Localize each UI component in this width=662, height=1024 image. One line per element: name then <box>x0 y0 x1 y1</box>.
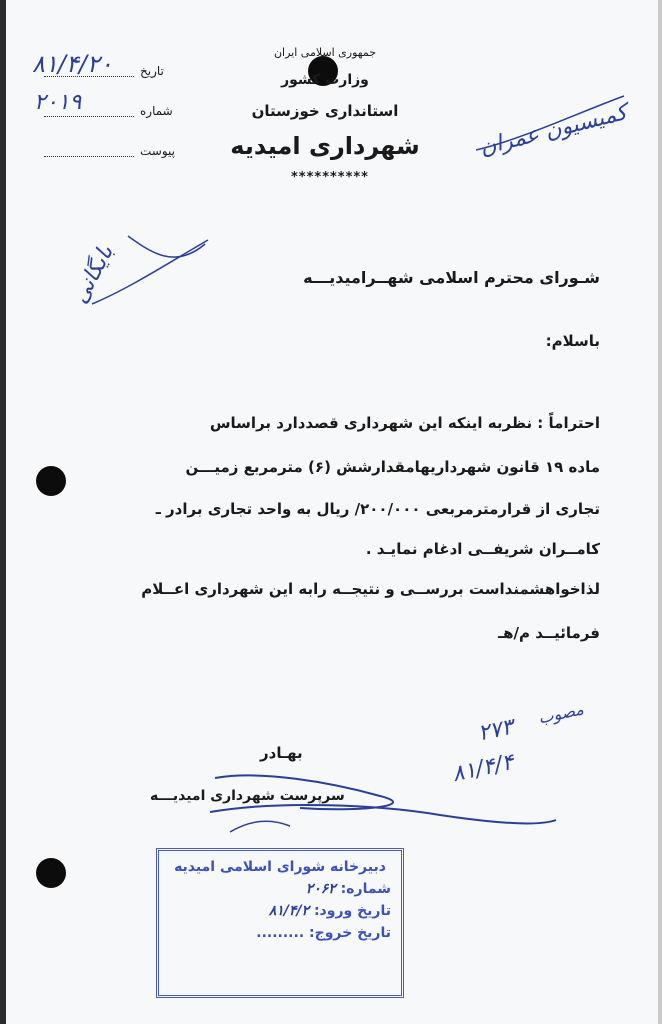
stamp-number-value: ۲۰۶۲ <box>305 881 336 897</box>
handwritten-date: ۸۱/۴/۲۰ <box>32 50 113 78</box>
handwritten-archive-note: بایگانی <box>67 241 119 308</box>
stamp-entry-date-label: تاریخ ورود: <box>313 903 391 919</box>
body-line: لذاخواهشمنداست بررســی و نتیجــه رابه این شهرداری اعــلام <box>141 580 600 598</box>
body-line: ماده ۱۹ قانون شهرداریهامقدارشش (۶) مترمربع زمیـــن <box>185 458 600 476</box>
stamp-exit-date-label: تاریخ خروج: <box>309 925 391 941</box>
stamp-exit-date-value: ......... <box>256 925 305 941</box>
handwritten-approval-date: ۸۱/۴/۴ <box>450 749 517 788</box>
letterhead-country: جمهوری اسلامی ایران <box>273 46 377 59</box>
letterhead-ministry: وزارت کشور <box>281 72 369 88</box>
number-label: شماره <box>140 104 173 118</box>
letterhead-stars: ********** <box>291 170 369 185</box>
stamp-entry-date-value: ۸۱/۴/۲ <box>268 903 310 919</box>
handwritten-commission-note: کمیسیون عمران <box>477 100 630 161</box>
handwritten-approval-number: ۲۷۳ <box>475 714 516 747</box>
body-line: کامــران شریفــی ادغام نمایـد . <box>365 540 600 558</box>
date-label: تاریخ <box>140 64 164 78</box>
signatory-title: سرپرست شهرداری امیدیـــه <box>150 788 345 804</box>
stamp-number-label: شماره: <box>340 881 391 897</box>
handwritten-number: ۲۰۱۹ <box>34 90 82 115</box>
council-secretariat-stamp <box>156 848 404 998</box>
stamp-entry-date-row <box>169 903 391 919</box>
stamp-title: دبیرخانه شورای اسلامی امیدیه <box>174 859 386 875</box>
letterhead-governorate: استانداری خوزستان <box>251 102 399 120</box>
letter-salutation: باسلام: <box>545 332 600 350</box>
letterhead-municipality: شهرداری امیدیه <box>230 132 420 160</box>
stamp-exit-date-row <box>169 925 391 941</box>
stamp-number-row <box>169 881 391 897</box>
signatory-name: بهـادر <box>260 744 303 762</box>
letter-recipient: شـورای محترم اسلامی شهــرامیدیـــه <box>303 268 600 287</box>
body-line: فرمائیــد م/هـ <box>498 624 600 642</box>
body-line: تجاری از قرارمترمربعی ۲۰۰/۰۰۰/ ریال به واحد تجاری برادر ـ <box>155 500 600 518</box>
body-line: احتراماً : نظربه اینکه این شهرداری قصددارد براساس <box>209 414 600 432</box>
handwritten-approved-word: مصوب <box>536 699 586 728</box>
attachment-label: پیوست <box>140 144 175 158</box>
